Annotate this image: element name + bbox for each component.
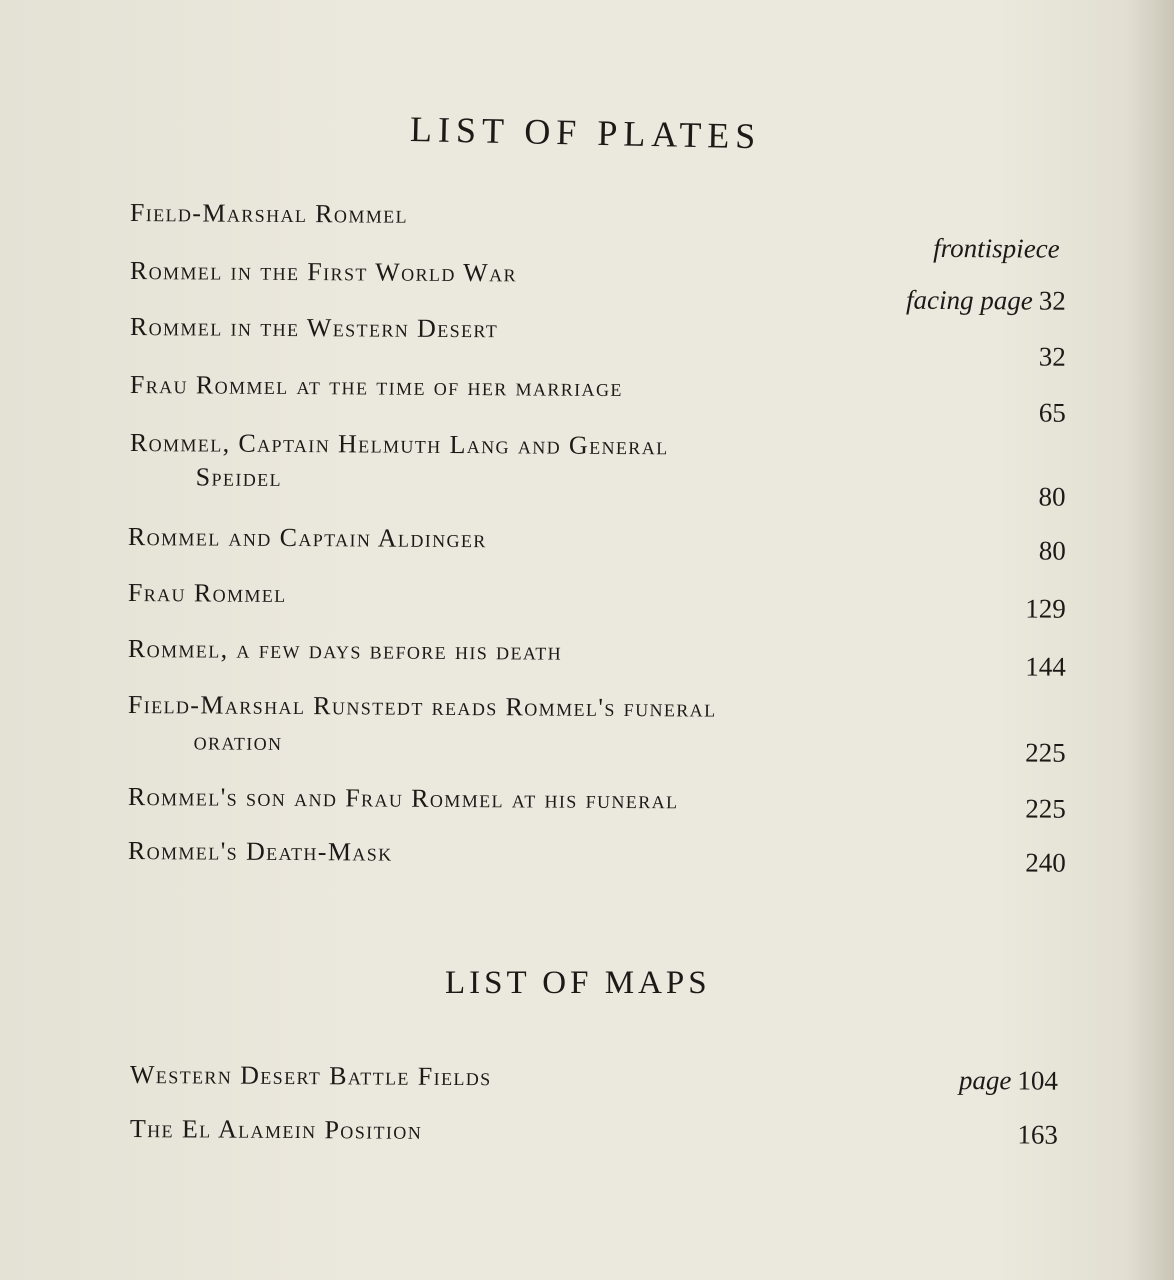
page-number: 80 <box>1038 535 1066 566</box>
plate-title: Rommel in the First World War <box>129 256 518 288</box>
page-number: 104 <box>1017 1065 1058 1096</box>
plate-page <box>906 285 1066 317</box>
plate-page <box>1025 737 1066 768</box>
page-prefix: frontispiece <box>933 232 1060 264</box>
plate-title: Frau Rommel at the time of her marriage <box>129 370 623 403</box>
page-number: 32 <box>1038 341 1066 372</box>
plate-title: Rommel, a few days before his death <box>127 633 563 666</box>
page-number: 225 <box>1025 793 1066 824</box>
plate-title: Rommel's Death-Mask <box>127 835 393 867</box>
plate-page <box>1039 398 1066 429</box>
plate-page <box>1025 847 1066 878</box>
map-entry <box>0 1113 1174 1180</box>
plate-title: Field-Marshal Rommel <box>129 198 409 229</box>
plate-entry <box>0 369 1174 436</box>
map-page <box>959 1065 1058 1097</box>
map-title: Western Desert Battle Fields <box>129 1060 492 1092</box>
plate-page <box>1025 593 1066 624</box>
maps-heading: LIST OF MAPS <box>445 965 711 1001</box>
page-number: 144 <box>1025 651 1066 682</box>
plate-title: Rommel's son and Frau Rommel at his funeral <box>127 781 679 815</box>
plate-entry <box>0 311 1174 378</box>
plate-entry <box>0 835 1174 902</box>
plate-entry <box>0 197 1174 264</box>
page-prefix: facing page <box>905 284 1033 316</box>
plates-heading: LIST OF PLATES <box>409 109 762 157</box>
map-title: The El Alamein Position <box>129 1114 423 1145</box>
page-number: 240 <box>1025 847 1066 878</box>
plate-entry <box>0 689 1174 766</box>
plate-page <box>1039 482 1066 513</box>
plate-page <box>933 233 1066 265</box>
map-page <box>1017 1119 1058 1150</box>
plate-title-continued: oration <box>193 726 283 756</box>
plate-entry <box>0 427 1174 512</box>
page-number: 225 <box>1025 737 1066 768</box>
plate-page <box>1025 793 1066 824</box>
plate-page <box>1039 342 1066 373</box>
plate-page <box>1039 536 1066 567</box>
plate-page <box>1025 651 1066 682</box>
plate-title: Rommel in the Western Desert <box>129 312 499 344</box>
plate-title: Field-Marshal Runstedt reads Rommel's funeral <box>127 689 717 723</box>
plate-title-continued: Speidel <box>195 462 283 492</box>
plate-title: Rommel and Captain Aldinger <box>127 521 487 554</box>
page-number: 129 <box>1025 593 1066 624</box>
plate-title: Frau Rommel <box>127 577 287 608</box>
page-number: 80 <box>1038 481 1066 512</box>
plate-title: Rommel, Captain Helmuth Lang and General <box>129 428 669 461</box>
page-number: 163 <box>1017 1119 1058 1150</box>
page-number: 32 <box>1038 285 1066 316</box>
page-prefix: page <box>958 1065 1012 1096</box>
page-number: 65 <box>1038 397 1066 428</box>
